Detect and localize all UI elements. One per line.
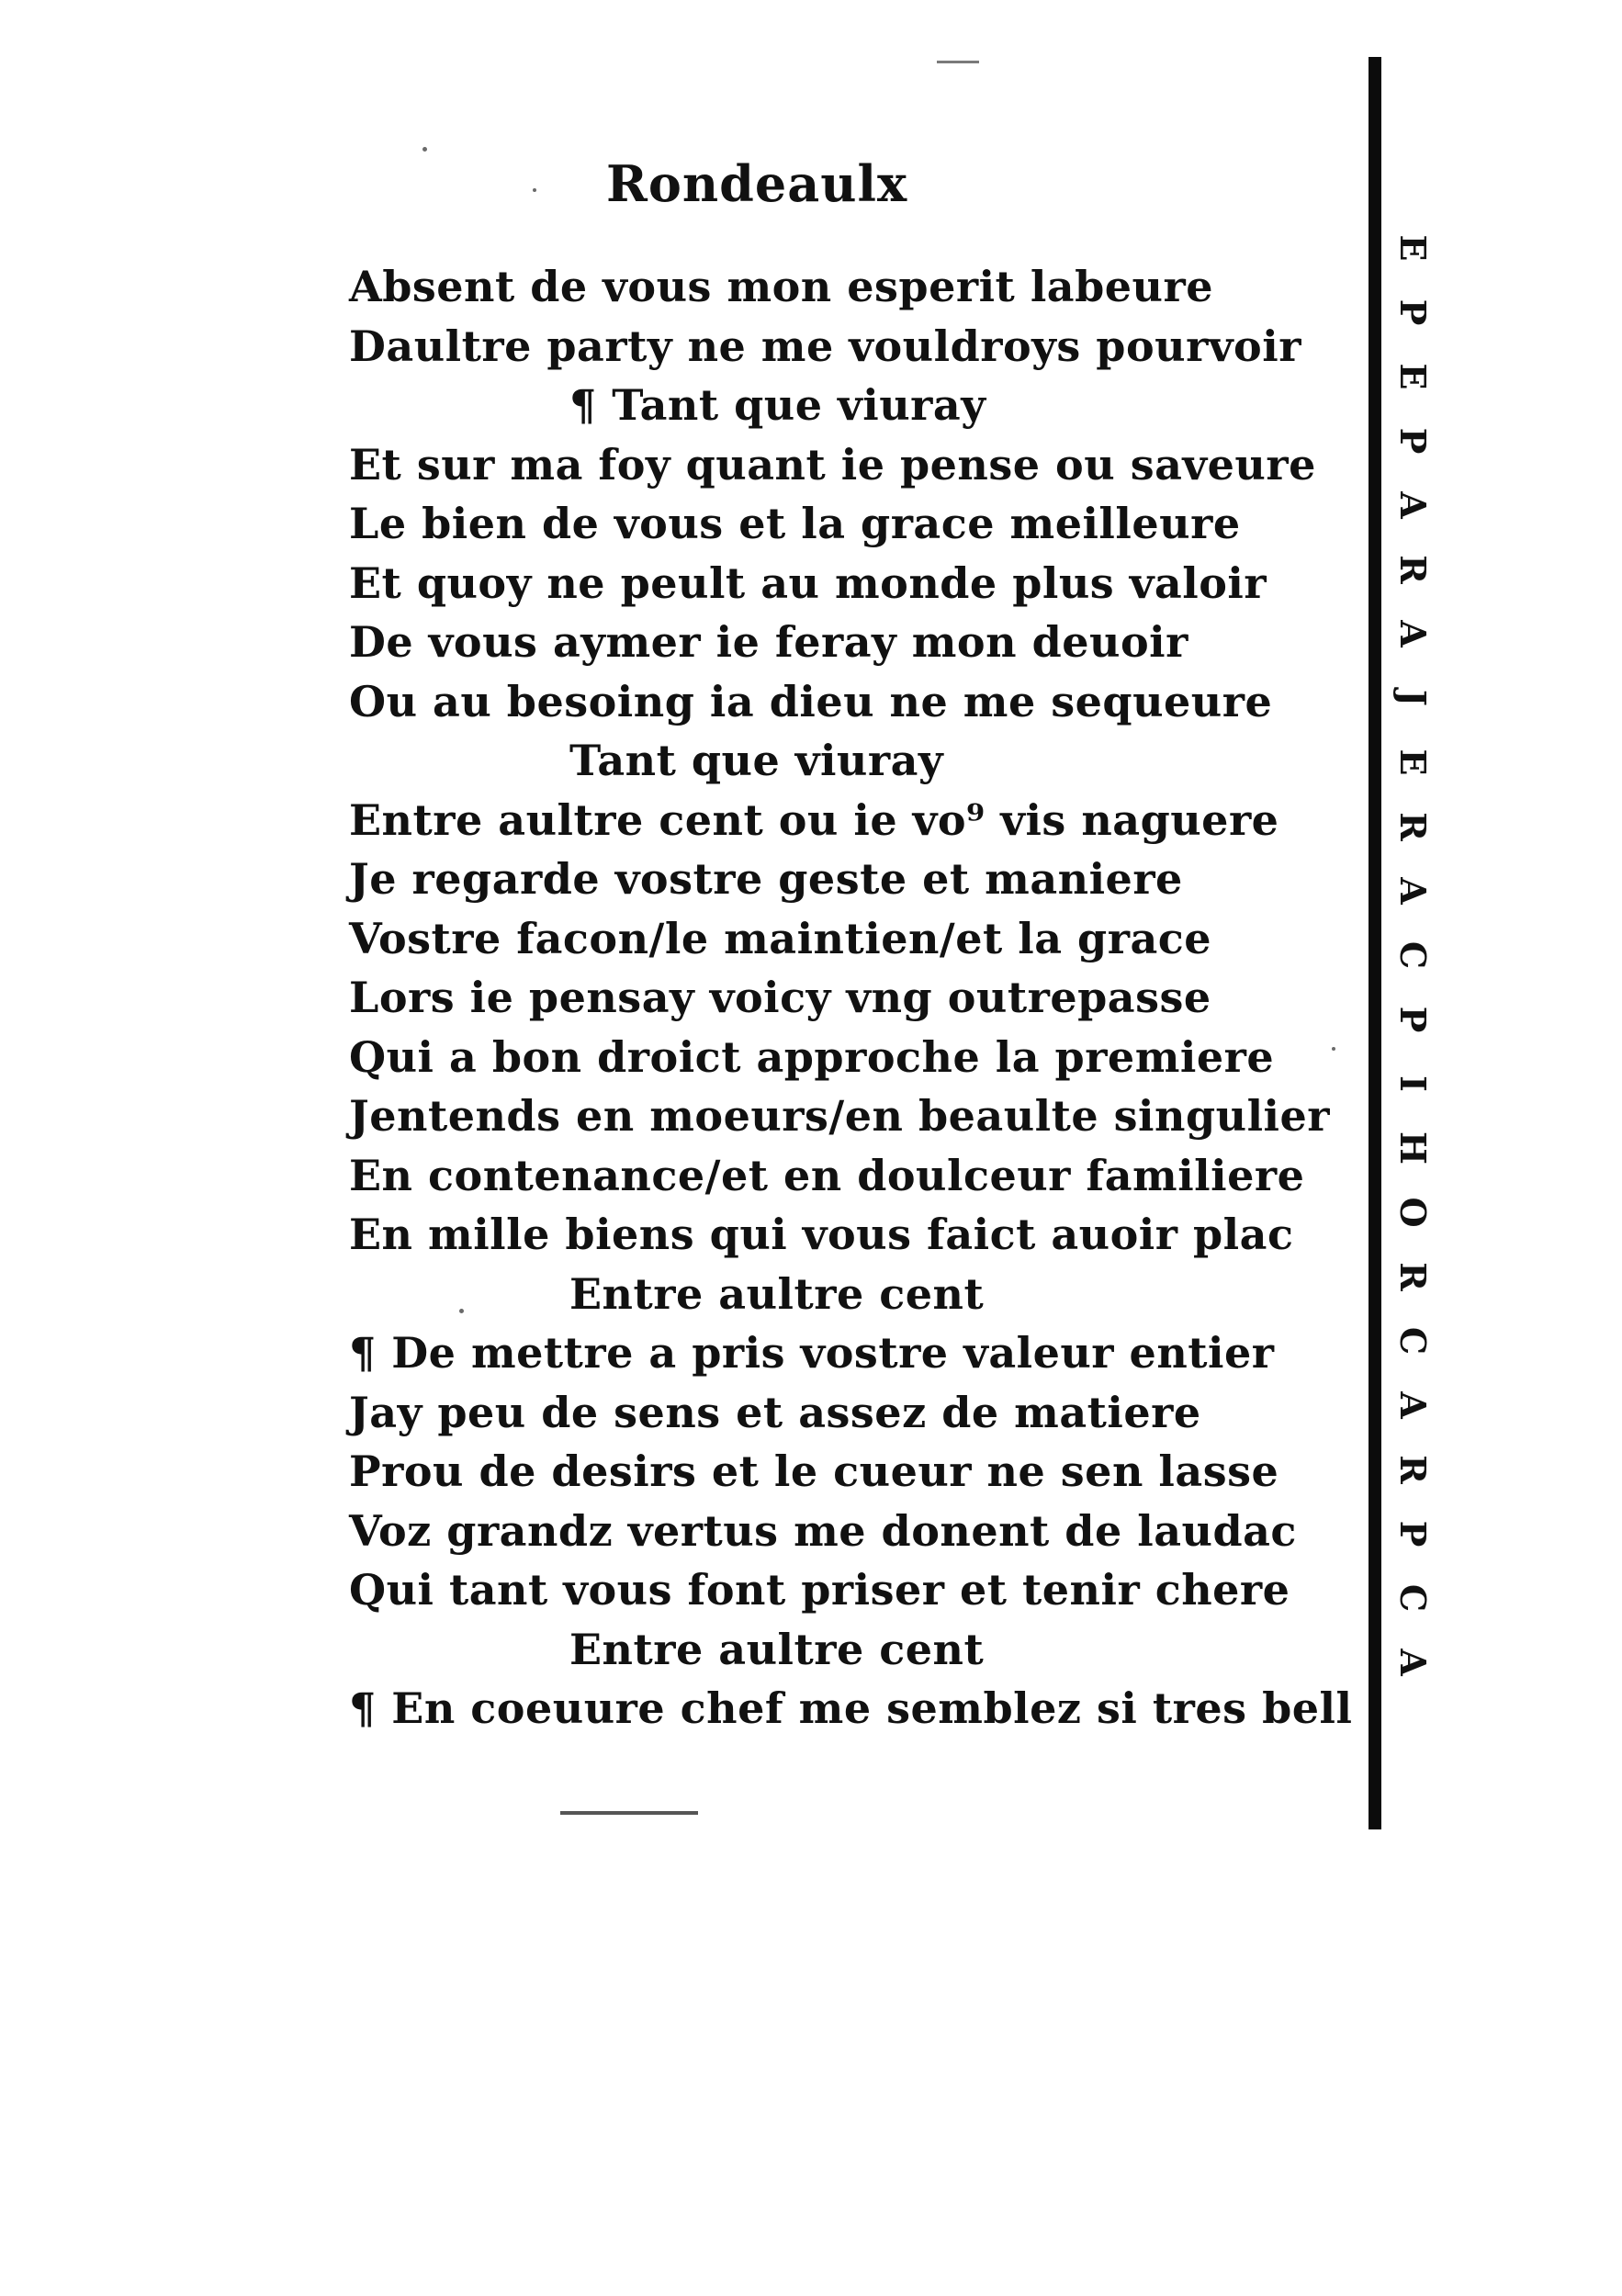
verse-line: ¶ De mettre a pris vostre valeur entier: [349, 1328, 1275, 1378]
side-strip-char: R: [1392, 1455, 1434, 1484]
verse-line: ¶ Tant que viuray: [569, 380, 986, 430]
verse-line: Qui tant vous font priser et tenir chere: [349, 1565, 1290, 1615]
side-strip-char: C: [1392, 940, 1434, 970]
verse-line: Jay peu de sens et assez de matiere: [349, 1387, 1201, 1437]
verse-line: Voz grandz vertus me donent de laudac: [349, 1505, 1297, 1556]
ink-speck: [422, 147, 427, 152]
side-strip-char: R: [1392, 1262, 1434, 1291]
side-strip-char: P: [1392, 298, 1434, 326]
side-strip-char: A: [1392, 1391, 1434, 1419]
verse-line: Lors ie pensay voicy vng outrepasse: [349, 973, 1211, 1022]
side-strip-char: E: [1392, 748, 1434, 776]
ink-speck: [533, 188, 536, 192]
verse-line: Je regarde vostre geste et maniere: [349, 854, 1183, 904]
verse-line: Entre aultre cent: [569, 1268, 985, 1319]
verse-line: Prou de desirs et le cueur ne sen lasse: [349, 1446, 1279, 1496]
verse-line: Le bien de vous et la grace meilleure: [349, 499, 1241, 548]
side-strip-char: R: [1392, 555, 1434, 584]
side-strip-char: O: [1392, 1197, 1434, 1228]
side-strip-char: I: [1392, 1075, 1434, 1092]
side-strip-char: A: [1392, 1649, 1434, 1676]
side-strip-char: J: [1392, 690, 1434, 706]
top-ink-mark: [937, 61, 979, 63]
facing-page-edge: [1392, 230, 1434, 1727]
verse-line: En contenance/et en doulceur familiere: [349, 1150, 1305, 1200]
side-strip-char: P: [1392, 1520, 1434, 1548]
verse-line: Absent de vous mon esperit labeure: [349, 262, 1213, 311]
side-strip-char: R: [1392, 812, 1434, 841]
verse-line: ¶ En coeuure chef me semblez si tres bell: [349, 1683, 1353, 1733]
verse-line: Tant que viuray: [569, 736, 944, 785]
verse-line: Ou au besoing ia dieu ne me sequeure: [349, 676, 1273, 726]
verse-line: Et quoy ne peult au monde plus valoir: [349, 557, 1267, 608]
gutter-rule: [1369, 57, 1381, 1829]
verse-line: En mille biens qui vous faict auoir plac: [349, 1210, 1294, 1259]
side-strip-char: H: [1392, 1131, 1434, 1165]
side-strip-char: C: [1392, 1326, 1434, 1356]
side-strip-char: P: [1392, 1006, 1434, 1033]
side-strip-char: P: [1392, 427, 1434, 455]
verse-line: Et sur ma foy quant ie pense ou saveure: [349, 439, 1316, 490]
side-strip-char: A: [1392, 877, 1434, 905]
verse-line: Entre aultre cent ou ie vo⁹ vis naguere: [349, 794, 1279, 845]
verse-line: Qui a bon droict approche la premiere: [349, 1031, 1275, 1082]
verse-block: [349, 259, 1369, 1765]
verse-line: De vous aymer ie feray mon deuoir: [349, 617, 1188, 667]
side-strip-char: C: [1392, 1583, 1434, 1613]
verse-line: Entre aultre cent: [569, 1624, 985, 1674]
verse-line: Jentends en moeurs/en beaulte singulier: [349, 1091, 1331, 1141]
page-title: Rondeaulx: [606, 154, 908, 213]
side-strip-char: E: [1392, 234, 1434, 262]
side-strip-char: A: [1392, 491, 1434, 519]
bottom-ink-mark: [560, 1811, 698, 1815]
side-strip-char: E: [1392, 363, 1434, 390]
verse-line: Vostre facon/le maintien/et la grace: [349, 913, 1212, 963]
side-strip-char: A: [1392, 620, 1434, 647]
verse-line: Daultre party ne me vouldroys pourvoir: [349, 321, 1301, 371]
